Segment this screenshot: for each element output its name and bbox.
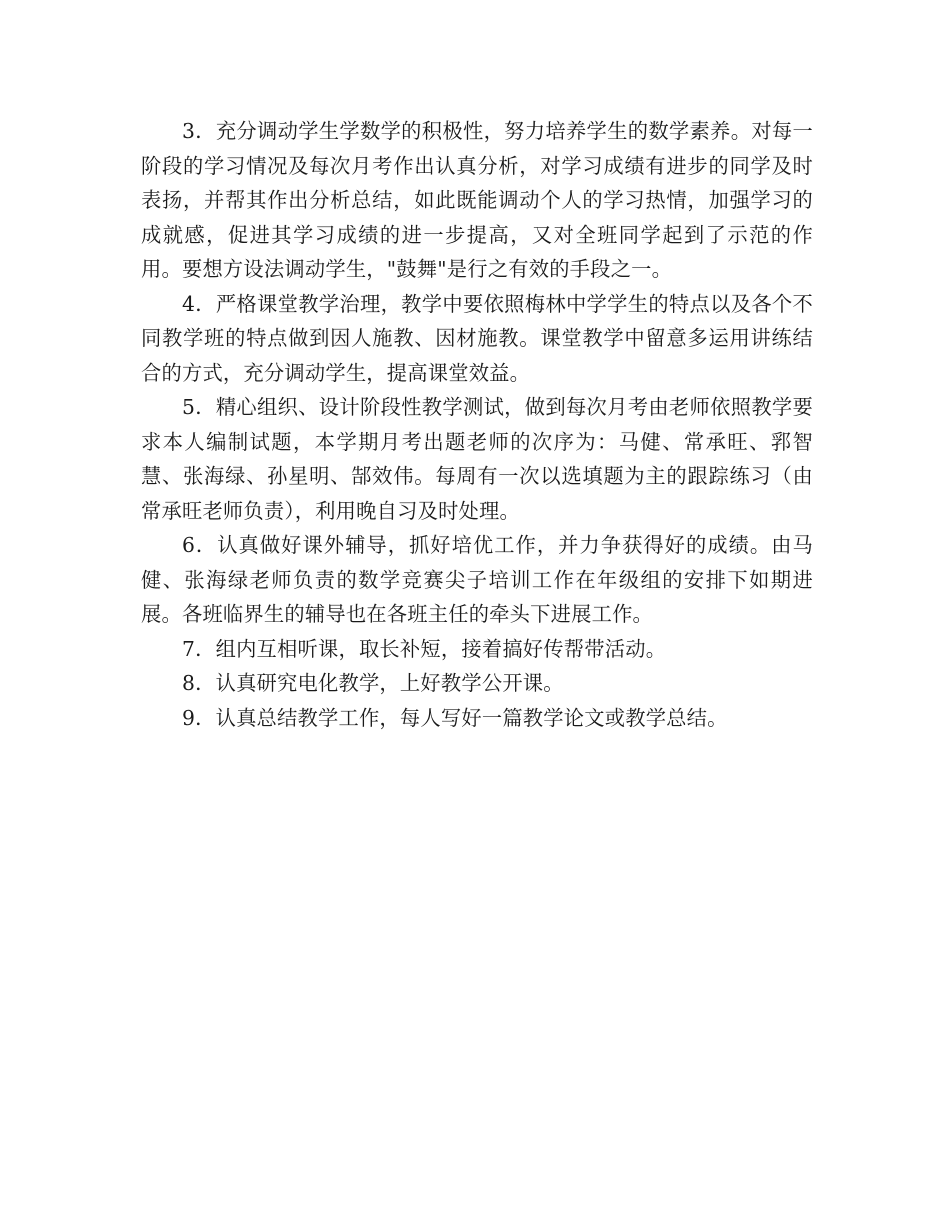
- paragraph-item-7: 7．组内互相听课，取长补短，接着搞好传帮带活动。: [182, 636, 667, 661]
- paragraph-item-8: 8．认真研究电化教学，上好教学公开课。: [182, 671, 564, 695]
- paragraph-item-5: 5．精心组织、设计阶段性教学测试，做到每次月考由老师依照教学要求本人编制试题，本学期月考出题老师的次序为：马健、常承旺、郛智慧、张海绿、孙星明、郜效伟。每周有一次以选填题为主的跟踪练习（由常承旺老师负责），利用晚自习及时处理。: [141, 395, 813, 523]
- paragraph-item-4: 4．严格课堂教学治理，教学中要依照梅林中学学生的特点以及各个不同教学班的特点做到因人施教、因材施教。课堂教学中留意多运用讲练结合的方式，充分调动学生，提高课堂效益。: [141, 291, 813, 385]
- paragraph-item-3: 3．充分调动学生学数学的积极性，努力培养学生的数学素养。对每一阶段的学习情况及每次月考作出认真分析，对学习成绩有进步的同学及时表扬，并帮其作出分析总结，如此既能调动个人的学习热情，加强学习的成就感，促进其学习成绩的进一步提高，又对全班同学起到了示范的作用。要想方设法调动学生，"鼓舞"是行之有效的手段之一。: [141, 119, 813, 281]
- paragraph-item-6: 6．认真做好课外辅导，抓好培优工作，并力争获得好的成绩。由马健、张海绿老师负责的数学竞赛尖子培训工作在年级组的安排下如期进展。各班临界生的辅导也在各班主任的牵头下进展工作。: [141, 533, 813, 626]
- document-body: [141, 114, 813, 735]
- paragraph-item-9: 9．认真总结教学工作，每人写好一篇教学论文或教学总结。: [182, 705, 728, 730]
